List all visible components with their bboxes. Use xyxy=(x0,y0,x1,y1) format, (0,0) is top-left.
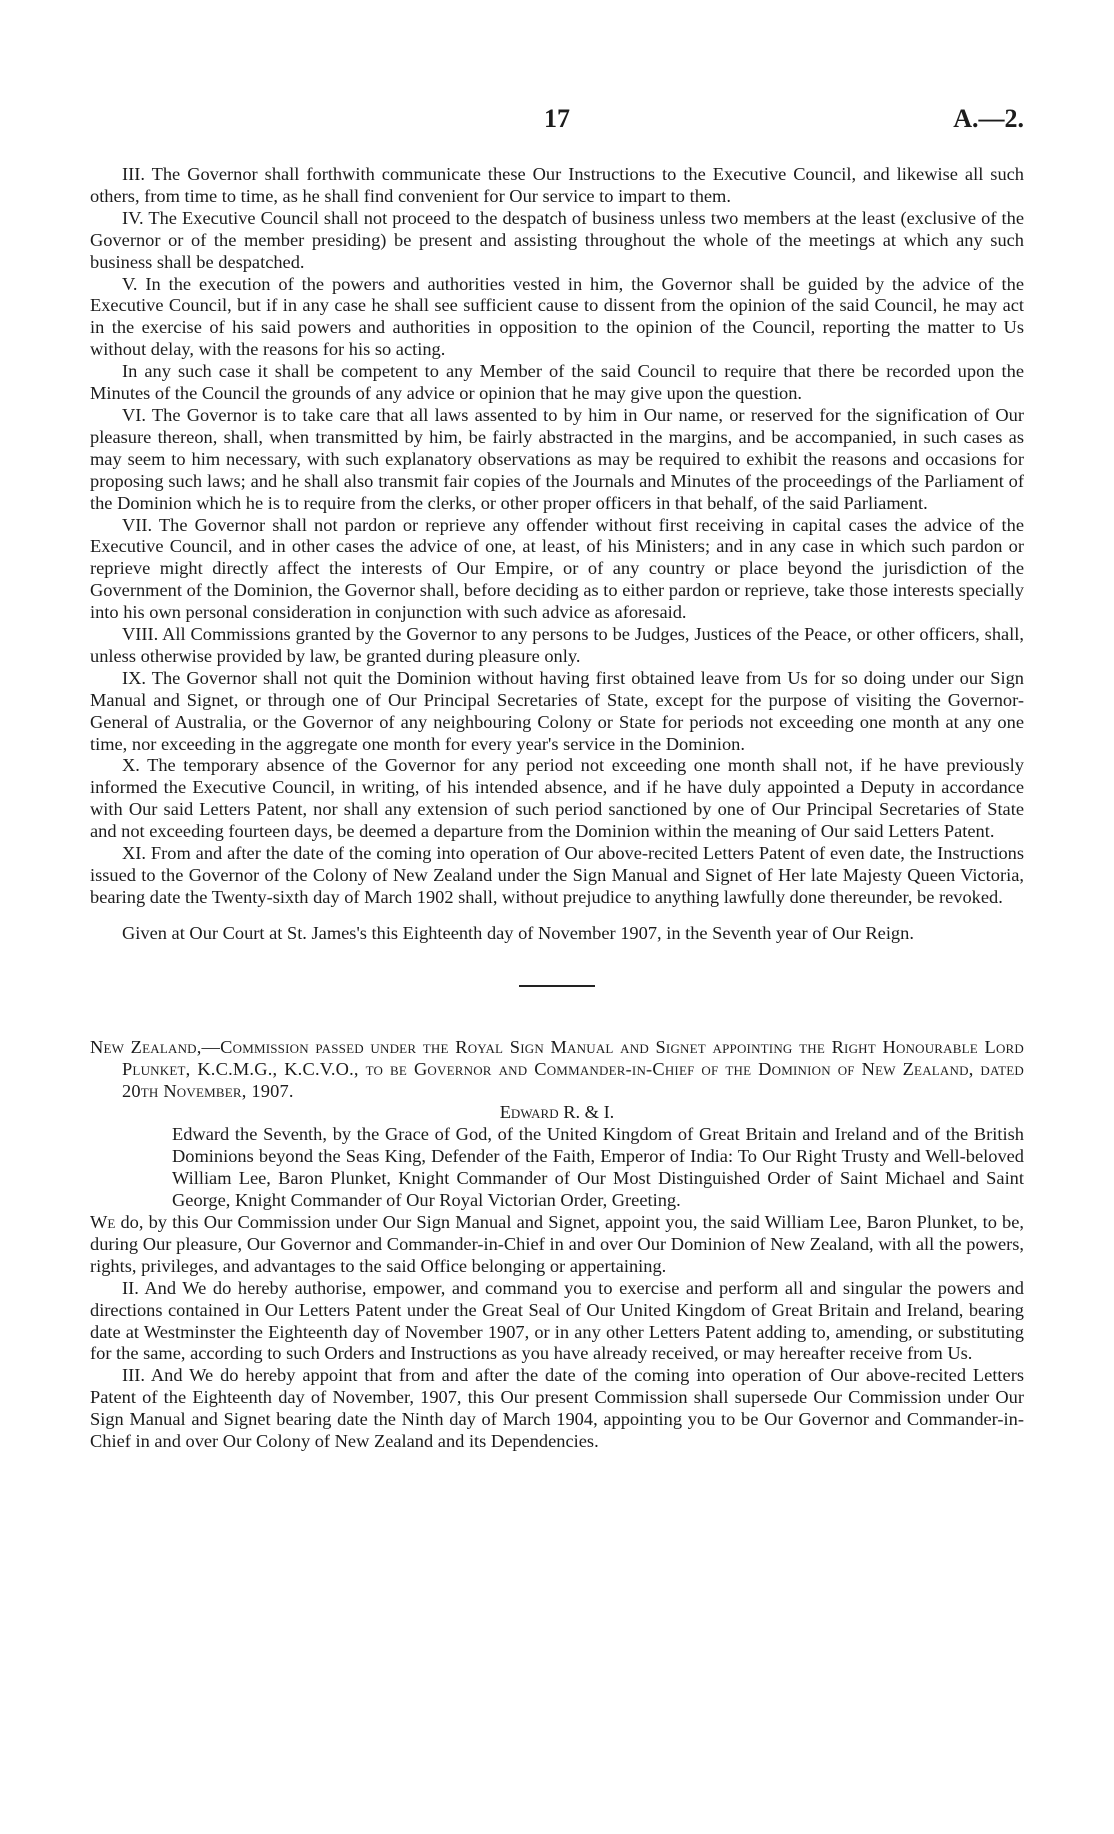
sovereign-signature: Edward R. & I. xyxy=(499,1102,615,1123)
instruction-paragraph: V. In the execution of the powers and authorities vested in him, the Governor shall be guided by the advice of the Executive Council, but if in any case he shall see sufficient cause to dissent from the opinion of the said Council, he may act in the exercise of his said powers and authorities in opposition to the opinion of the Council, reporting the matter to Us without delay, with the reasons for his so acting. xyxy=(90,273,1024,360)
instruction-paragraph: III. The Governor shall forthwith communicate these Our Instructions to the Executive Council, and likewise all such others, from time to time, as he shall find convenient for Our service to impart to them. xyxy=(90,164,1024,206)
instruction-paragraph: VIII. All Commissions granted by the Governor to any persons to be Judges, Justices of the Peace, or other officers, shall, unless otherwise provided by law, be granted during pleasure only. xyxy=(90,624,1024,666)
we-do-text: do, by this Our Commission under Our Sign Manual and Signet, appoint you, the said William Lee, Baron Plunket, to be, during Our pleasure, Our Governor and Commander-in-Chief in and over Our Dominion of New Zealand, with all the powers, rights, privileges, and advantages to the said Office belonging or appertaining. xyxy=(90,1211,1024,1276)
document-body xyxy=(90,164,1024,1453)
instruction-paragraph: VI. The Governor is to take care that all laws assented to by him in Our name, or reserved for the signification of Our pleasure thereon, shall, when transmitted by him, be fairly abstracted in the margins, and be accompanied, in such cases as may seem to him necessary, with such explanatory observations as may be required to exhibit the reasons and occasions for proposing such laws; and he shall also transmit fair copies of the Journals and Minutes of the proceedings of the Parliament of the Dominion which he is to require from the clerks, or other proper officers in that behalf, of the said Parliament. xyxy=(90,404,1024,513)
paper-reference: A.—2. xyxy=(953,104,1024,133)
instruction-paragraph: IV. The Executive Council shall not proceed to the despatch of business unless two members at the least (exclusive of the Governor or of the member presiding) be present and assisting throughout the whole of the meetings at which any such business shall be despatched. xyxy=(90,207,1024,272)
instruction-paragraph: X. The temporary absence of the Governor for any period not exceeding one month shall not, if he have previously informed the Executive Council, in writing, of his intended absence, and if he have duly appointed a Deputy in accordance with Our said Letters Patent, nor shall any extension of such period sanctioned by one of Our Principal Secretaries of State and not exceeding fourteen days, be deemed a departure from the Dominion within the meaning of Our said Letters Patent. xyxy=(90,755,1024,842)
instruction-paragraph: XI. From and after the date of the coming into operation of Our above-recited Letters Patent of even date, the Instructions issued to the Governor of the Colony of New Zealand under the Sign Manual and Signet of Her late Majesty Queen Victoria, bearing date the Twenty-sixth day of March 1902 shall, without prejudice to anything lawfully done thereunder, be revoked. xyxy=(90,843,1024,907)
given-at-court: Given at Our Court at St. James's this Eighteenth day of November 1907, in the Seventh year of Our Reign. xyxy=(122,922,914,943)
we-do-lead: We xyxy=(90,1211,116,1232)
commission-paragraph-2: II. And We do hereby authorise, empower, and command you to exercise and perform all and singular the powers and directions contained in Our Letters Patent under the Great Seal of Our United Kingdom of Great Britain and Ireland, bearing date at Westminster the Eighteenth day of November 1907, or in any other Letters Patent adding to, amending, or substituting for the same, according to such Orders and Instructions as you have already received, or may hereafter receive from Us. xyxy=(90,1277,1024,1364)
page-header xyxy=(90,104,1024,144)
section-divider xyxy=(519,985,595,987)
instruction-paragraph: In any such case it shall be competent to any Member of the said Council to require that there be recorded upon the Minutes of the Council the grounds of any advice or opinion that he may give upon the question. xyxy=(90,361,1024,404)
page-number: 17 xyxy=(544,104,570,133)
commission-paragraph-1 xyxy=(90,1212,1024,1278)
instruction-paragraph: IX. The Governor shall not quit the Dominion without having first obtained leave from Us for so doing under our Sign Manual and Signet, or through one of Our Principal Secretaries of State, except for the purpose of visiting the Governor-General of Australia, or the Governor of any neighbouring Colony or State for periods not exceeding one month at any one time, nor exceeding in the aggregate one month for every year's service in the Dominion. xyxy=(90,667,1024,754)
instruction-paragraph: VII. The Governor shall not pardon or reprieve any offender without first receiving in capital cases the advice of the Executive Council, and in other cases the advice of one, at least, of his Ministers; and in any case in which such pardon or reprieve might directly affect the interests of Our Empire, or of any country or place beyond the jurisdiction of the Government of the Dominion, the Governor shall, before deciding as to either pardon or reprieve, take those interests specially into his own personal consideration in conjunction with such advice as aforesaid. xyxy=(90,514,1024,623)
commission-title: New Zealand,—Commission passed under the Royal Sign Manual and Signet appointing the Right Honourable Lord Plunket, K.C.M.G., K.C.V.O., to be Governor and Commander-in-Chief of the Dominion of New Zealand, dated 20th November, 1907. xyxy=(90,1036,1024,1101)
commission-preamble: Edward the Seventh, by the Grace of God, of the United Kingdom of Great Britain and Ireland and of the British Dominions beyond the Seas King, Defender of the Faith, Emperor of India: To Our Right Trusty and Well-beloved William Lee, Baron Plunket, Knight Commander of Our Most Distinguished Order of Saint Michael and Saint George, Knight Commander of Our Royal Victorian Order, Greeting. xyxy=(172,1124,1024,1211)
commission-paragraph-3: III. And We do hereby appoint that from and after the date of the coming into operation of Our above-recited Letters Patent of the Eighteenth day of November, 1907, this Our present Commission shall supersede Our Commission under Our Sign Manual and Signet bearing date the Ninth day of March 1904, appointing you to be Our Governor and Commander-in-Chief in and over Our Colony of New Zealand and its Dependencies. xyxy=(90,1365,1024,1452)
